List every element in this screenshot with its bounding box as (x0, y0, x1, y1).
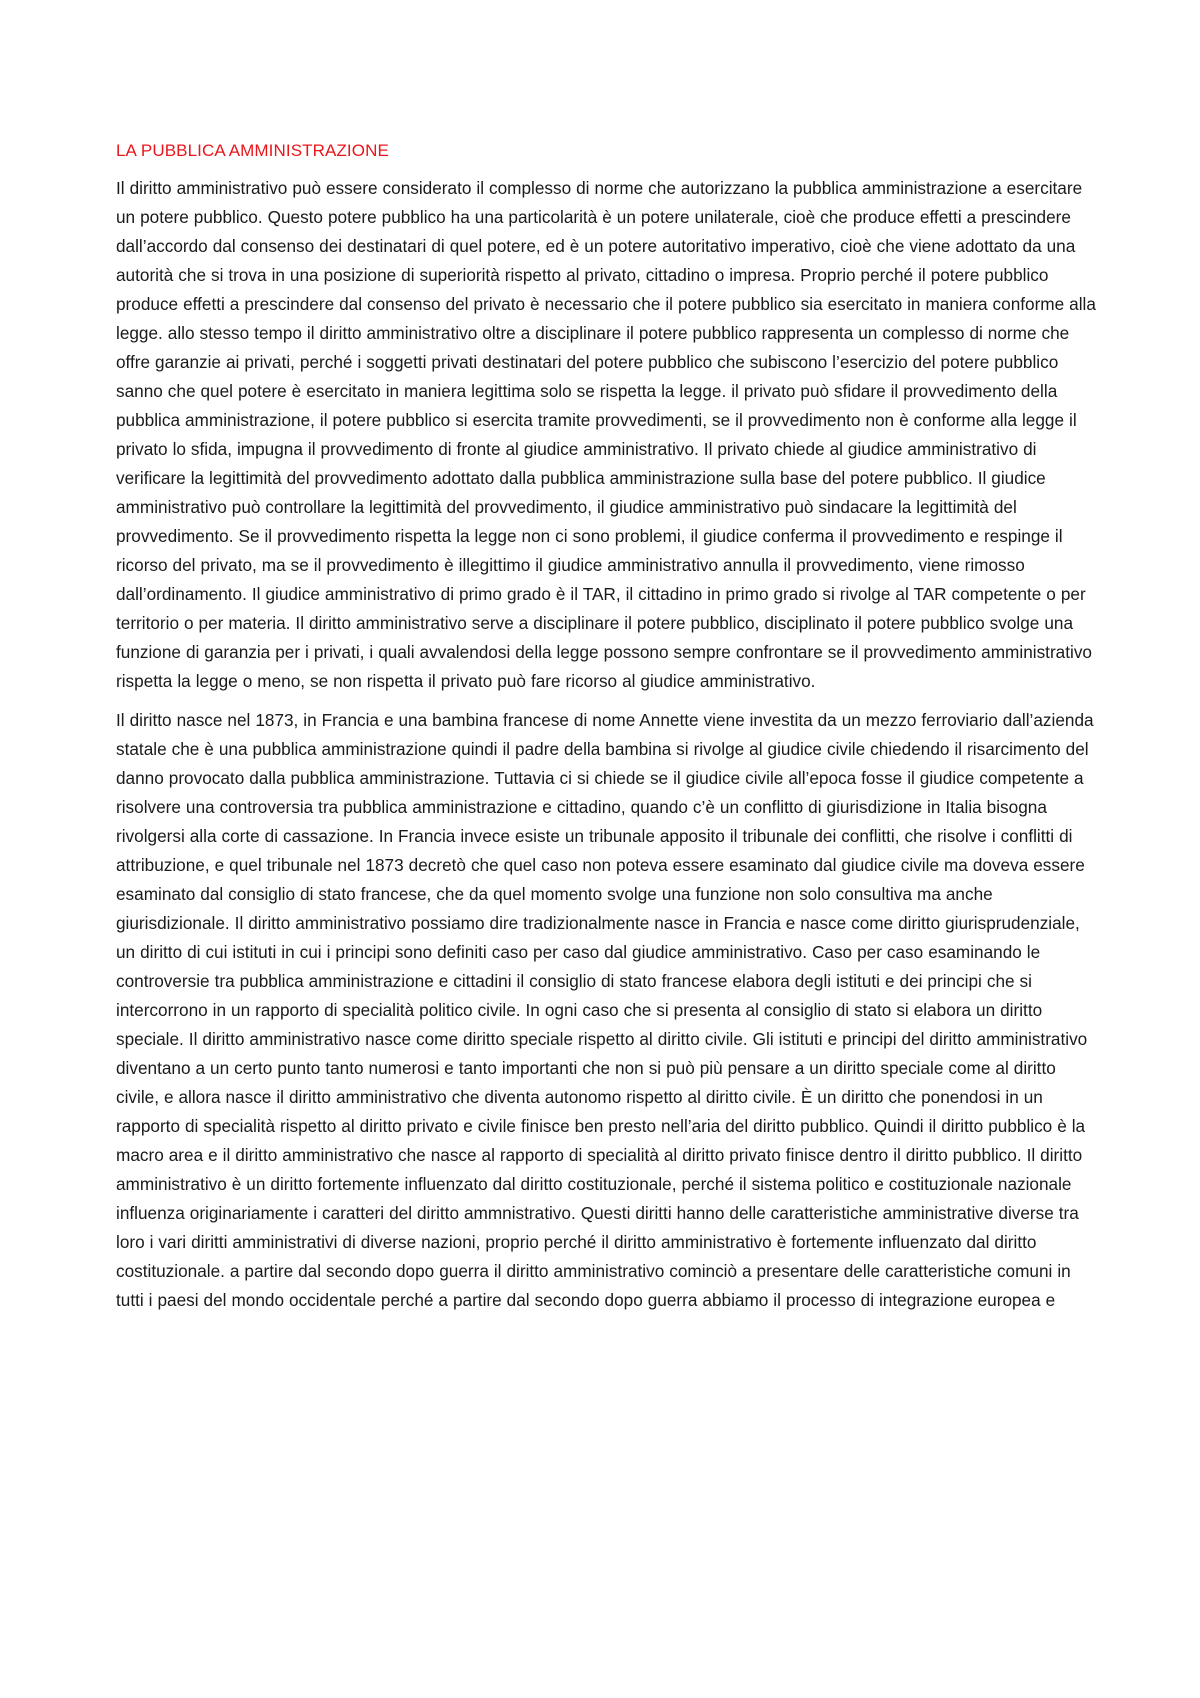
paragraph-1: Il diritto amministrativo può essere considerato il complesso di norme che autorizzano la pubblica amministrazione a esercitare un potere pubblico. Questo potere pubblico ha una particolarità è un potere unilaterale, cioè che produce effetti a prescindere dall’accordo dal consenso dei destinatari di quel potere, ed è un potere autoritativo imperativo, cioè che viene adottato da una autorità che si trova in una posizione di superiorità rispetto al privato, cittadino o impresa. Proprio perché il potere pubblico produce effetti a prescindere dal consenso del privato è necessario che il potere pubblico sia esercitato in maniera conforme alla legge. allo stesso tempo il diritto amministrativo oltre a disciplinare il potere pubblico rappresenta un complesso di norme che offre garanzie ai privati, perché i soggetti privati destinatari del potere pubblico che subiscono l’esercizio del potere pubblico sanno che quel potere è esercitato in maniera legittima solo se rispetta la legge. il privato può sfidare il provvedimento della pubblica amministrazione, il potere pubblico si esercita tramite provvedimenti, se il provvedimento non è conforme alla legge il privato lo sfida, impugna il provvedimento di fronte al giudice amministrativo. Il privato chiede al giudice amministrativo di verificare la legittimità del provvedimento adottato dalla pubblica amministrazione sulla base del potere pubblico. Il giudice amministrativo può controllare la legittimità del provvedimento, il giudice amministrativo può sindacare la legittimità del provvedimento. Se il provvedimento rispetta la legge non ci sono problemi, il giudice conferma il provvedimento e respinge il ricorso del privato, ma se il provvedimento è illegittimo il giudice amministrativo annulla il provvedimento, viene rimosso dall’ordinamento. Il giudice amministrativo di primo grado è il TAR, il cittadino in primo grado si rivolge al TAR competente o per territorio o per materia. Il diritto amministrativo serve a disciplinare il potere pubblico, disciplinato il potere pubblico svolge una funzione di garanzia per i privati, i quali avvalendosi della legge possono sempre confrontare se il provvedimento amministrativo rispetta la legge o meno, se non rispetta il privato può fare ricorso al giudice amministrativo. (116, 178, 1096, 691)
document-title: LA PUBBLICA AMMINISTRAZIONE (116, 141, 389, 160)
paragraph-2: Il diritto nasce nel 1873, in Francia e una bambina francese di nome Annette viene investita da un mezzo ferroviario dall’azienda statale che è una pubblica amministrazione quindi il padre della bambina si rivolge al giudice civile chiedendo il risarcimento del danno provocato dalla pubblica amministrazione. Tuttavia ci si chiede se il giudice civile all’epoca fosse il giudice competente a risolvere una controversia tra pubblica amministrazione e cittadino, quando c’è un conflitto di giurisdizione in Italia bisogna rivolgersi alla corte di cassazione. In Francia invece esiste un tribunale apposito il tribunale dei conflitti, che risolve i conflitti di attribuzione, e quel tribunale nel 1873 decretò che quel caso non poteva essere esaminato dal giudice civile ma doveva essere esaminato dal consiglio di stato francese, che da quel momento svolge una funzione non solo consultiva ma anche giurisdizionale. Il diritto amministrativo possiamo dire tradizionalmente nasce in Francia e nasce come diritto giurisprudenziale, un diritto di cui istituti in cui i principi sono definiti caso per caso dal giudice amministrativo. Caso per caso esaminando le controversie tra pubblica amministrazione e cittadini il consiglio di stato francese elabora degli istituti e dei principi che si intercorrono in un rapporto di specialità politico civile. In ogni caso che si presenta al consiglio di stato si elabora un diritto speciale. Il diritto amministrativo nasce come diritto speciale rispetto al diritto civile. Gli istituti e principi del diritto amministrativo diventano a un certo punto tanto numerosi e tanto importanti che non si può più pensare a un diritto speciale come al diritto civile, e allora nasce il diritto amministrativo che diventa autonomo rispetto al diritto civile. È un diritto che ponendosi in un rapporto di specialità rispetto al diritto privato e civile finisce ben presto nell’aria del diritto pubblico. Quindi il diritto pubblico è la macro area e il diritto amministrativo che nasce al rapporto di specialità al diritto privato finisce dentro il diritto pubblico. Il diritto amministrativo è un diritto fortemente influenzato dal diritto costituzionale, perché il sistema politico e costituzionale nazionale influenza originariamente i caratteri del diritto ammnistrativo. Questi diritti hanno delle caratteristiche amministrative diverse tra loro i vari diritti amministrativi di diverse nazioni, proprio perché il diritto amministrativo è fortemente influenzato dal diritto costituzionale. a partire dal secondo dopo guerra il diritto amministrativo cominciò a presentare delle caratteristiche comuni in tutti i paesi del mondo occidentale perché a partire dal secondo dopo guerra abbiamo il processo di integrazione europea e (116, 710, 1094, 1310)
document-page (116, 140, 1096, 1325)
